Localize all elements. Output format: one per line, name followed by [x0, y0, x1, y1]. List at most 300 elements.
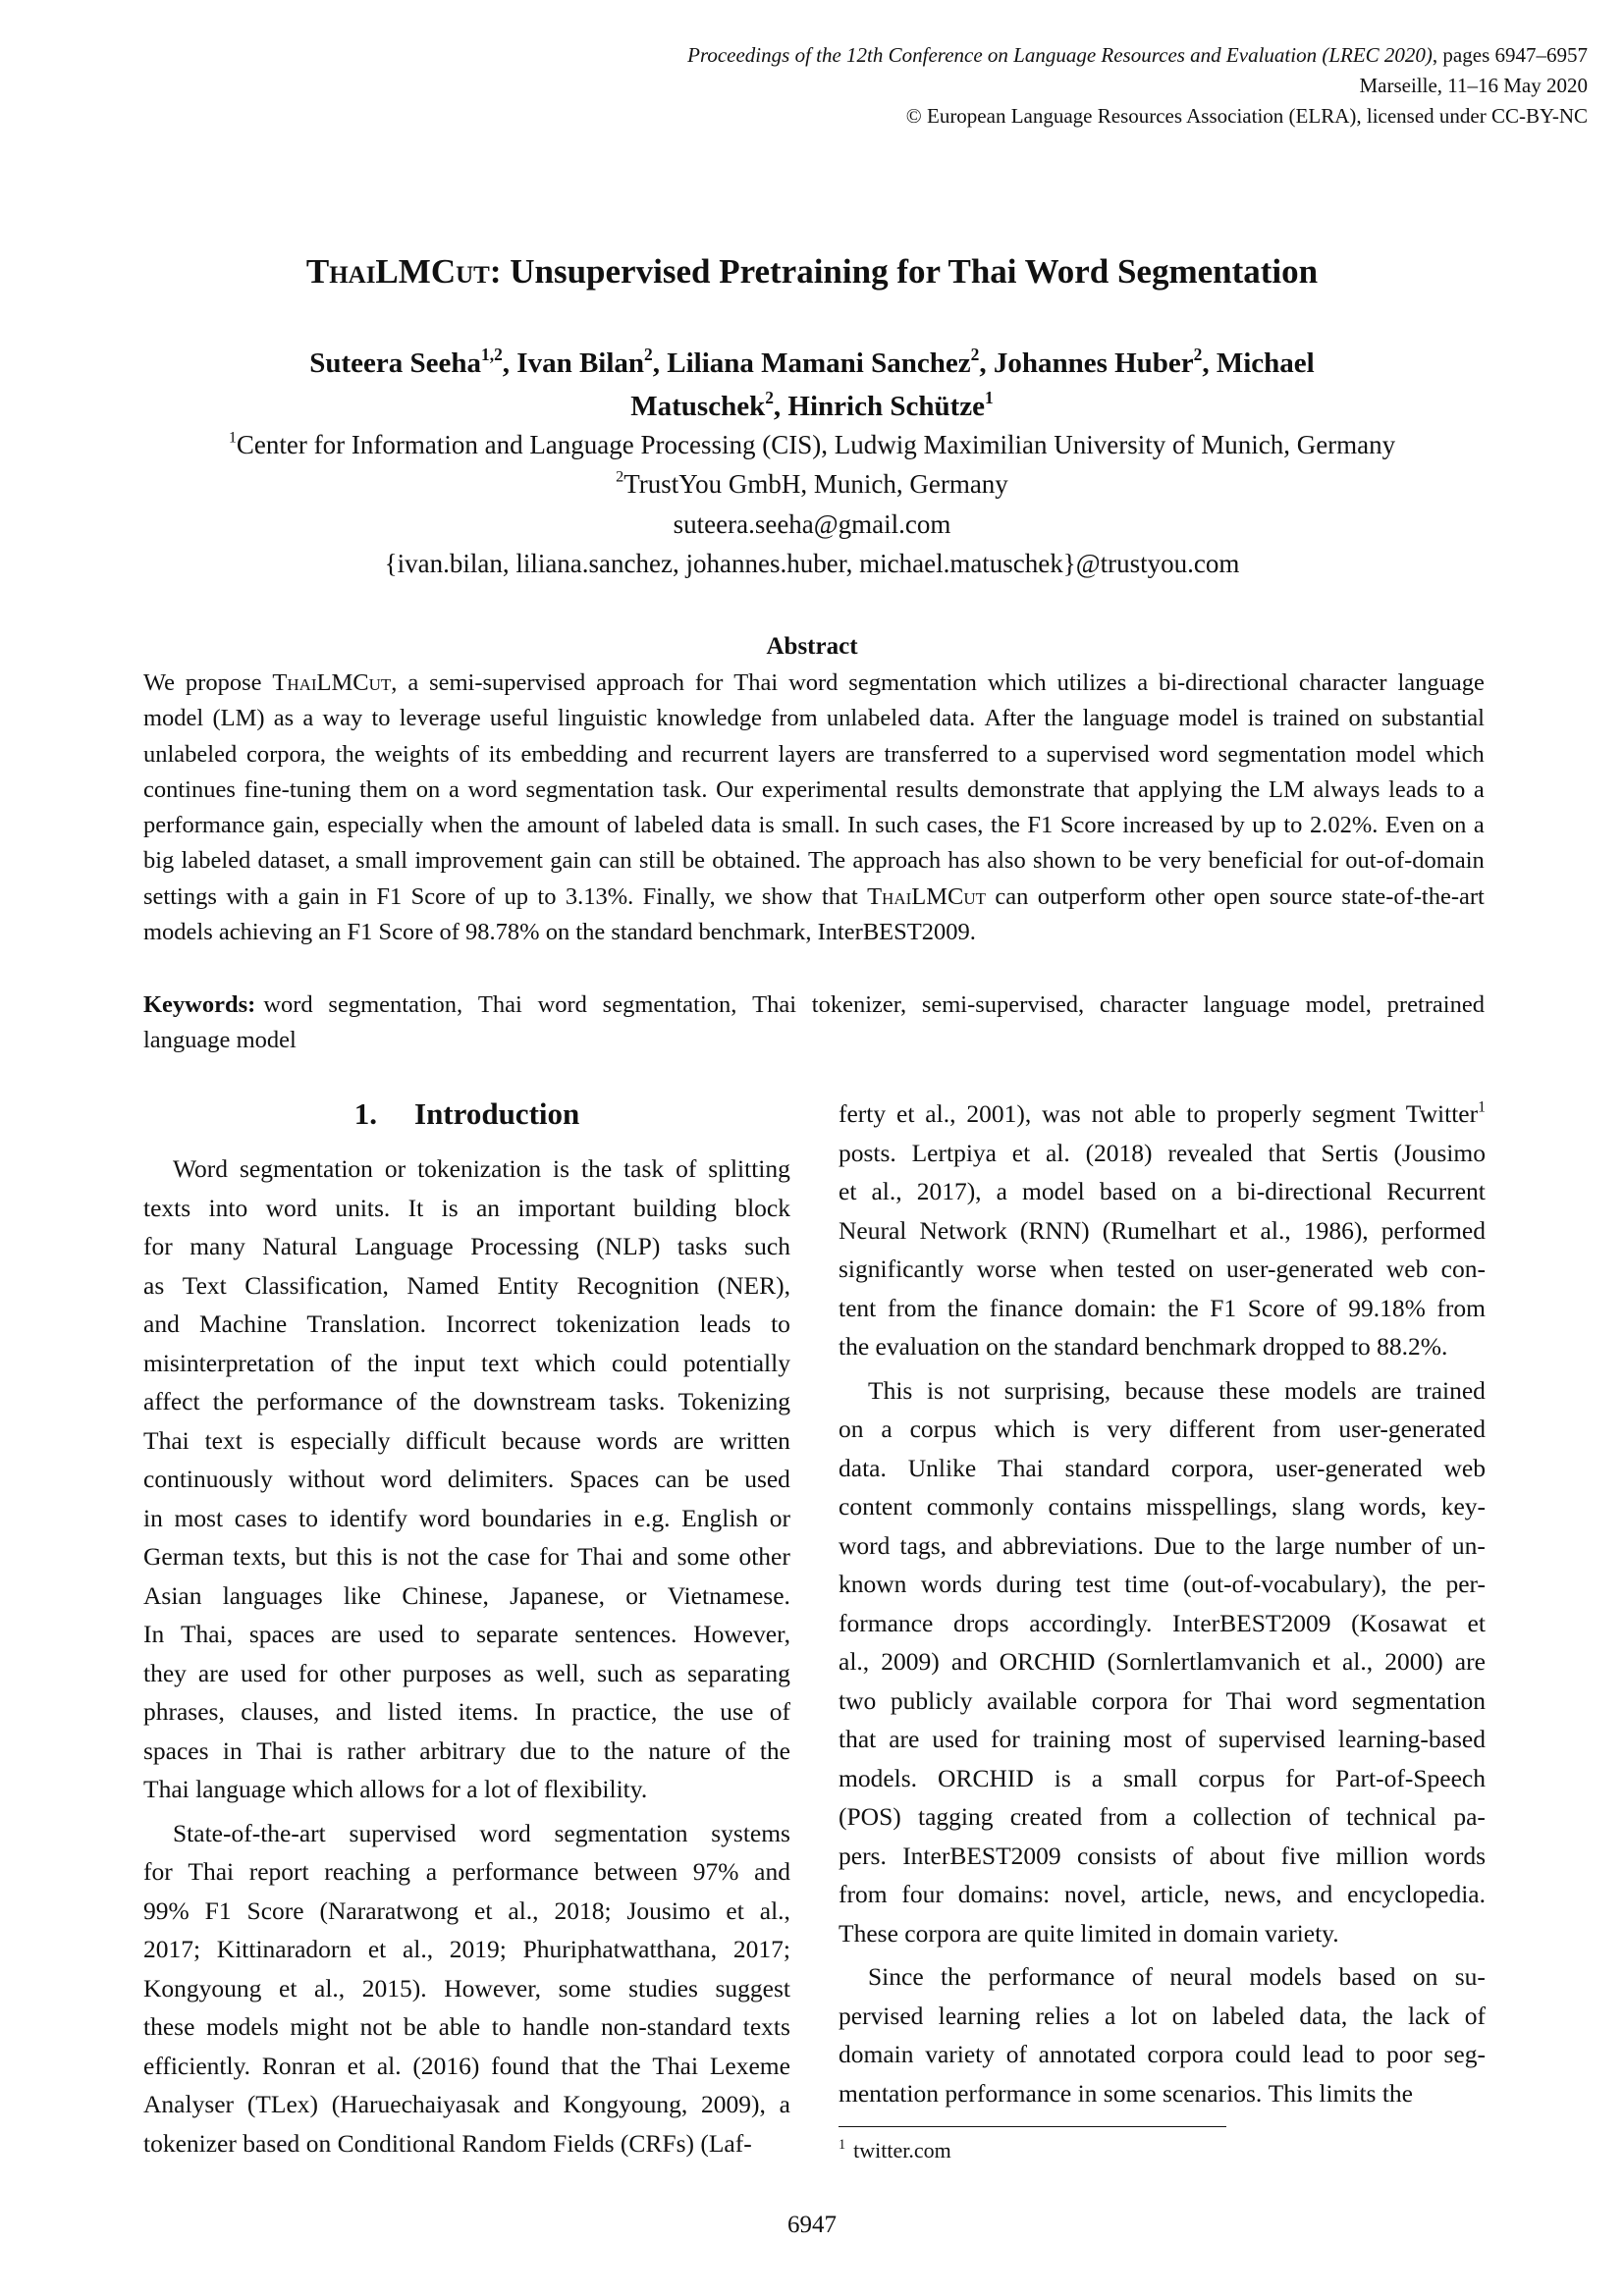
paragraph-line: [839, 1449, 1486, 1488]
word: consists: [1077, 1841, 1157, 1870]
word: fine-tuning: [244, 775, 352, 803]
word: trained: [1272, 705, 1340, 732]
word: et: [279, 1973, 298, 2002]
word: approach: [852, 847, 942, 875]
word: open: [1214, 882, 1261, 910]
word: are: [197, 1658, 230, 1687]
word: misinterpretation: [143, 1348, 315, 1377]
word: (2016): [412, 2051, 480, 2080]
paragraph-line: [143, 2007, 790, 2047]
abstract-line: [143, 843, 1485, 879]
word: tags,: [899, 1530, 947, 1560]
paragraph-line: [839, 1211, 1486, 1251]
word: Tokenizing: [677, 1387, 790, 1415]
paragraph-line: [143, 1969, 790, 2008]
word: improvement: [414, 847, 543, 875]
word: variety: [925, 2040, 995, 2068]
word: Vietnamese.: [667, 1580, 790, 1610]
word: (LM): [212, 705, 265, 732]
author-affiliation-mark: 2: [644, 344, 653, 364]
email-1: suteera.seeha@gmail.com: [673, 509, 951, 539]
word: report: [248, 1857, 309, 1886]
line-text: [143, 1930, 790, 1969]
word: useful: [489, 705, 549, 732]
word: Entity: [497, 1270, 559, 1300]
word: 2009): [881, 1647, 940, 1676]
word: of: [1464, 2001, 1486, 2030]
word: which: [292, 1775, 353, 1803]
paragraph-line: [143, 1892, 790, 1931]
word: models.: [839, 1763, 918, 1792]
word: performance: [452, 1857, 579, 1886]
word: them: [359, 775, 408, 803]
word: These: [839, 1918, 898, 1948]
author-name: Ivan Bilan: [516, 347, 645, 379]
word: a: [425, 1857, 438, 1886]
word: two: [839, 1685, 877, 1715]
word: of: [1421, 1530, 1442, 1560]
word: be: [1128, 847, 1152, 875]
word: by: [1220, 812, 1245, 839]
word: 88.2%.: [1377, 1332, 1448, 1361]
word: efficiently.: [143, 2051, 251, 2080]
word: learning-based: [1337, 1725, 1486, 1753]
word: Neural: [839, 1215, 907, 1245]
word: tokenizer,: [811, 991, 907, 1018]
word: segmentation,: [328, 991, 463, 1018]
word: models: [1284, 1375, 1357, 1405]
line-text: [143, 808, 1485, 843]
word: model: [1355, 740, 1417, 768]
word: (Kosawat: [1351, 1608, 1447, 1637]
word: a: [1473, 775, 1485, 803]
word: sentences.: [574, 1620, 677, 1648]
word: and: [956, 1530, 993, 1560]
footnote-mark[interactable]: 1: [1478, 1098, 1486, 1116]
word: of: [516, 1775, 538, 1803]
word: revealed: [1167, 1138, 1253, 1167]
word: from: [887, 1293, 937, 1322]
word: model: [236, 1027, 297, 1054]
word: of: [396, 1387, 417, 1415]
word: tested: [1116, 1255, 1175, 1283]
word: on: [545, 919, 570, 946]
word: gain,: [272, 812, 320, 839]
word: dataset,: [257, 847, 331, 875]
word: models: [1249, 1962, 1323, 1991]
paragraph-line: [143, 1537, 790, 1576]
line-text: [839, 1759, 1486, 1798]
word: arbitrary: [419, 1735, 507, 1765]
word: able: [438, 2012, 481, 2041]
word: continues: [143, 775, 236, 803]
word: flexibility.: [543, 1775, 648, 1803]
word: leads: [1388, 775, 1438, 803]
word: which: [987, 669, 1047, 696]
abstract-line: [143, 666, 1485, 701]
word: a: [302, 705, 314, 732]
word: Language: [354, 1232, 454, 1260]
paragraph-line: [839, 1289, 1486, 1328]
word: an: [318, 919, 342, 946]
word: practice,: [571, 1697, 658, 1726]
word: on: [415, 775, 441, 803]
word: and: [754, 1857, 790, 1886]
word: InterBEST2009: [1172, 1608, 1331, 1637]
line-text: [839, 1526, 1486, 1566]
line-text: [839, 1487, 1486, 1526]
word: word: [1159, 740, 1209, 768]
word: we: [724, 882, 753, 910]
word: Thai: [256, 1735, 302, 1765]
word: in: [1077, 2078, 1098, 2108]
word: (Jousimo: [1393, 1138, 1486, 1167]
paragraph-line: [143, 1460, 790, 1499]
word: amount: [526, 812, 600, 839]
copyright-notice: © European Language Resources Association (ELRA), licensed under CC-BY-NC: [905, 104, 1588, 128]
affiliation-1: [0, 425, 1624, 464]
word: con-: [1440, 1255, 1486, 1283]
word: (POS): [839, 1802, 901, 1831]
word: the: [941, 1962, 972, 1991]
word: Lertpiya: [911, 1138, 997, 1167]
word: is: [553, 1154, 570, 1183]
word: can: [598, 847, 632, 875]
word: on: [1412, 1962, 1438, 1991]
word: of: [676, 1154, 697, 1183]
word: text: [480, 1348, 519, 1377]
line-text: [143, 843, 1485, 879]
word: corpus: [1198, 1763, 1266, 1792]
word: of: [1005, 2040, 1027, 2068]
section-heading: [143, 1095, 790, 1134]
word: of: [330, 1348, 352, 1377]
word: bi-directional: [1158, 669, 1288, 696]
line-text: [839, 1682, 1486, 1721]
word: achieving: [218, 919, 313, 946]
word: in: [603, 1503, 623, 1532]
keywords: [143, 988, 1485, 1059]
paragraph-line: [143, 1305, 790, 1344]
word: Jousimo: [626, 1896, 711, 1925]
word: to: [491, 2012, 512, 2041]
word: Named: [406, 1270, 480, 1300]
word: segmentation: [554, 1818, 688, 1847]
word: language: [1397, 669, 1485, 696]
paragraph-line: [839, 1957, 1486, 1997]
word: are: [1454, 1647, 1486, 1676]
word: Machine: [198, 1309, 288, 1338]
word: relies: [1035, 2001, 1090, 2030]
word: is: [1072, 1415, 1090, 1443]
word: drops: [952, 1608, 1009, 1637]
word: to: [1103, 847, 1122, 875]
line-text: [143, 1227, 790, 1266]
affiliation-mark: 1: [228, 428, 237, 447]
word: ThaiLMCut,: [272, 669, 398, 696]
word: and: [335, 1697, 372, 1726]
word: the: [1234, 1530, 1266, 1560]
page-number: 6947: [787, 2212, 837, 2238]
paragraph-line: [143, 1149, 790, 1189]
word: bi-directional: [1236, 1177, 1373, 1205]
word: language: [143, 1027, 231, 1054]
word: some: [677, 1542, 731, 1571]
word: Thai: [652, 2051, 699, 2080]
word: on: [1170, 1177, 1197, 1205]
word: benchmark,: [698, 919, 812, 946]
word: model: [1178, 705, 1239, 732]
word: especially: [290, 1425, 391, 1455]
line-text: [839, 1720, 1486, 1759]
word: news,: [1223, 1880, 1282, 1908]
word: from: [1272, 1415, 1322, 1443]
word: Kongyoung,: [563, 2090, 688, 2118]
word: models: [143, 919, 213, 946]
paragraph-line: [839, 1837, 1486, 1876]
word: 2000): [1384, 1647, 1443, 1676]
word: tagging: [917, 1802, 994, 1831]
paragraph-line: [839, 1720, 1486, 1759]
word: This: [868, 1375, 913, 1405]
word: on: [986, 1332, 1011, 1361]
word: but: [295, 1542, 328, 1571]
word: et: [726, 1896, 744, 1925]
paragraph-line: [143, 1344, 790, 1383]
word: domain: [839, 2040, 914, 2068]
word: pervised: [839, 2001, 924, 2030]
word: et: [474, 1896, 493, 1925]
word: supervised: [349, 1818, 457, 1847]
line-text: [839, 1289, 1486, 1328]
word: Conditional: [337, 2128, 456, 2158]
word: languages: [222, 1580, 323, 1610]
author-separator: ,: [652, 347, 668, 379]
word: or: [625, 1580, 647, 1610]
word: purposes: [402, 1658, 492, 1687]
word: small: [355, 847, 408, 875]
word: such: [597, 1658, 643, 1687]
word: al.,: [402, 1935, 434, 1963]
word: for: [1285, 1763, 1316, 1792]
word: poor: [1386, 2040, 1433, 2068]
word: that: [561, 2051, 599, 2080]
paragraph-line: [143, 1732, 790, 1771]
word: data: [711, 812, 751, 839]
word: the: [429, 1387, 460, 1415]
word: corpus: [909, 1415, 977, 1443]
word: content: [839, 1492, 913, 1521]
word: other: [738, 1542, 790, 1571]
word: e.g.: [633, 1503, 671, 1532]
word: for: [298, 1658, 328, 1687]
section-number: 1.: [353, 1096, 377, 1131]
word: InterBEST2009: [902, 1841, 1061, 1870]
abstract-line: [143, 915, 1485, 950]
word: on: [839, 1415, 864, 1443]
affiliation-mark: 2: [616, 467, 624, 486]
line-text: [143, 1027, 302, 1053]
line-text: [839, 1332, 1454, 1361]
line-text: [839, 1797, 1486, 1837]
word: which: [534, 1348, 596, 1377]
word: small: [1123, 1763, 1178, 1792]
author-name: Matuschek: [630, 391, 766, 422]
word: 97%: [692, 1857, 739, 1886]
word: linguistic: [557, 705, 648, 732]
word: (out-of-vocabulary),: [1183, 1570, 1387, 1598]
word: accordingly.: [1029, 1608, 1153, 1637]
word: Ronran: [261, 2051, 336, 2080]
word: words: [596, 1425, 658, 1455]
paragraph-line: [839, 1134, 1486, 1173]
footnote-divider: [839, 2126, 1226, 2127]
word: delimiters.: [447, 1465, 555, 1493]
word: that: [821, 882, 858, 910]
word: some: [1103, 2078, 1157, 2108]
paragraph-line: [839, 1327, 1486, 1366]
word: F1: [204, 1896, 232, 1925]
word: German: [143, 1542, 225, 1571]
word: is: [257, 1425, 275, 1455]
word: rather: [347, 1735, 406, 1765]
word: five: [1280, 1841, 1321, 1870]
word: language: [195, 1775, 287, 1803]
word: 2019;: [449, 1935, 507, 1963]
word: (2018): [1085, 1138, 1153, 1167]
word: based: [243, 2128, 300, 2158]
word: user-generated: [1226, 1255, 1374, 1283]
paragraph-line: [839, 1526, 1486, 1566]
word: as: [143, 1270, 165, 1300]
word: word: [263, 991, 313, 1018]
word: splitting: [708, 1154, 790, 1183]
word: the: [947, 1293, 979, 1322]
word: in: [143, 1503, 163, 1532]
email-2: {ivan.bilan, liliana.sanchez, johannes.huber, michael.matuschek}@trustyou.com: [384, 549, 1240, 578]
word: Score: [378, 919, 434, 946]
word: cases,: [926, 812, 984, 839]
word: settings: [143, 882, 217, 910]
line-text: [839, 1410, 1486, 1449]
word: domains:: [957, 1880, 1051, 1908]
title-rest: : Unsupervised Pretraining for Thai Word Segmentation: [489, 252, 1319, 291]
word: character: [1298, 669, 1387, 696]
word: and: [950, 1647, 988, 1676]
word: lot: [1130, 2001, 1158, 2030]
word: commonly: [926, 1492, 1034, 1521]
word: about: [1209, 1841, 1266, 1870]
word: After: [984, 705, 1036, 732]
word: Since: [868, 1962, 924, 1991]
word: identify: [329, 1503, 407, 1532]
word: Fields: [553, 2128, 615, 2158]
word: Thai: [477, 991, 522, 1018]
word: et: [839, 1177, 857, 1205]
word: spaces: [143, 1735, 209, 1765]
word: labeled: [633, 812, 704, 839]
word: trained: [1416, 1375, 1486, 1405]
line-text: [143, 1499, 790, 1538]
word: supervised: [1046, 740, 1150, 768]
word: other: [1155, 882, 1205, 910]
word: segmentation,: [602, 991, 737, 1018]
word: is: [758, 812, 775, 839]
word: formance: [839, 1608, 934, 1637]
word: learning: [938, 2001, 1021, 2030]
word: continuously: [143, 1465, 273, 1493]
word: for: [694, 669, 724, 696]
word: the: [610, 2051, 641, 2080]
word: and: [631, 1542, 669, 1571]
word: gain: [550, 847, 592, 875]
system-name: ThaiLMCut: [305, 252, 490, 291]
word: use: [720, 1697, 754, 1726]
word: Processing: [470, 1232, 579, 1260]
word: to: [298, 1503, 319, 1532]
paragraph-line: [839, 1914, 1486, 1953]
word: 1986),: [1303, 1215, 1369, 1245]
word: per-: [1445, 1570, 1486, 1598]
word: of: [1172, 1841, 1194, 1870]
abstract-line: [143, 773, 1485, 808]
word: slang: [1291, 1492, 1345, 1521]
paragraph-line: [143, 1576, 790, 1616]
word: Sertis: [1321, 1138, 1379, 1167]
word: downstream: [473, 1387, 596, 1415]
word: always: [1313, 775, 1380, 803]
word: for: [431, 1775, 460, 1803]
word: are: [331, 1620, 362, 1648]
line-text: [143, 2129, 758, 2158]
word: a: [881, 1415, 893, 1443]
word: affect: [143, 1387, 200, 1415]
word: al.: [376, 2051, 402, 2080]
word: from: [1436, 1293, 1486, 1322]
author-affiliation-mark: 1: [985, 387, 994, 407]
word: allows: [359, 1775, 425, 1803]
word: neural: [1169, 1962, 1233, 1991]
word: Text: [182, 1270, 227, 1300]
word: transferred: [884, 740, 989, 768]
paragraph-line: [143, 1227, 790, 1266]
word: key-: [1440, 1492, 1486, 1521]
author-name: Liliana Mamani Sanchez: [667, 347, 971, 379]
word: data.: [929, 705, 976, 732]
line-text: [143, 1692, 790, 1732]
paragraph-line: [839, 1487, 1486, 1526]
word: phrases,: [143, 1697, 225, 1726]
word: has: [947, 847, 981, 875]
word: semi-supervised,: [921, 991, 1085, 1018]
word: character: [1099, 991, 1188, 1018]
paragraph-line: [143, 1266, 790, 1306]
word: 99%: [143, 1896, 189, 1925]
word: different: [1168, 1415, 1256, 1443]
word: be: [681, 847, 706, 875]
word: when: [1049, 1255, 1105, 1283]
word: pa-: [1453, 1802, 1486, 1831]
word: reaching: [324, 1857, 411, 1886]
word: the: [1017, 1332, 1049, 1361]
word: user-generated: [1275, 1453, 1423, 1482]
word: used: [378, 1620, 424, 1648]
word: labeled: [1212, 2001, 1285, 2030]
word: et: [1467, 1608, 1486, 1637]
word: tokenization: [556, 1309, 680, 1338]
paragraph-line: [839, 1565, 1486, 1604]
word: recurrent: [681, 740, 769, 768]
